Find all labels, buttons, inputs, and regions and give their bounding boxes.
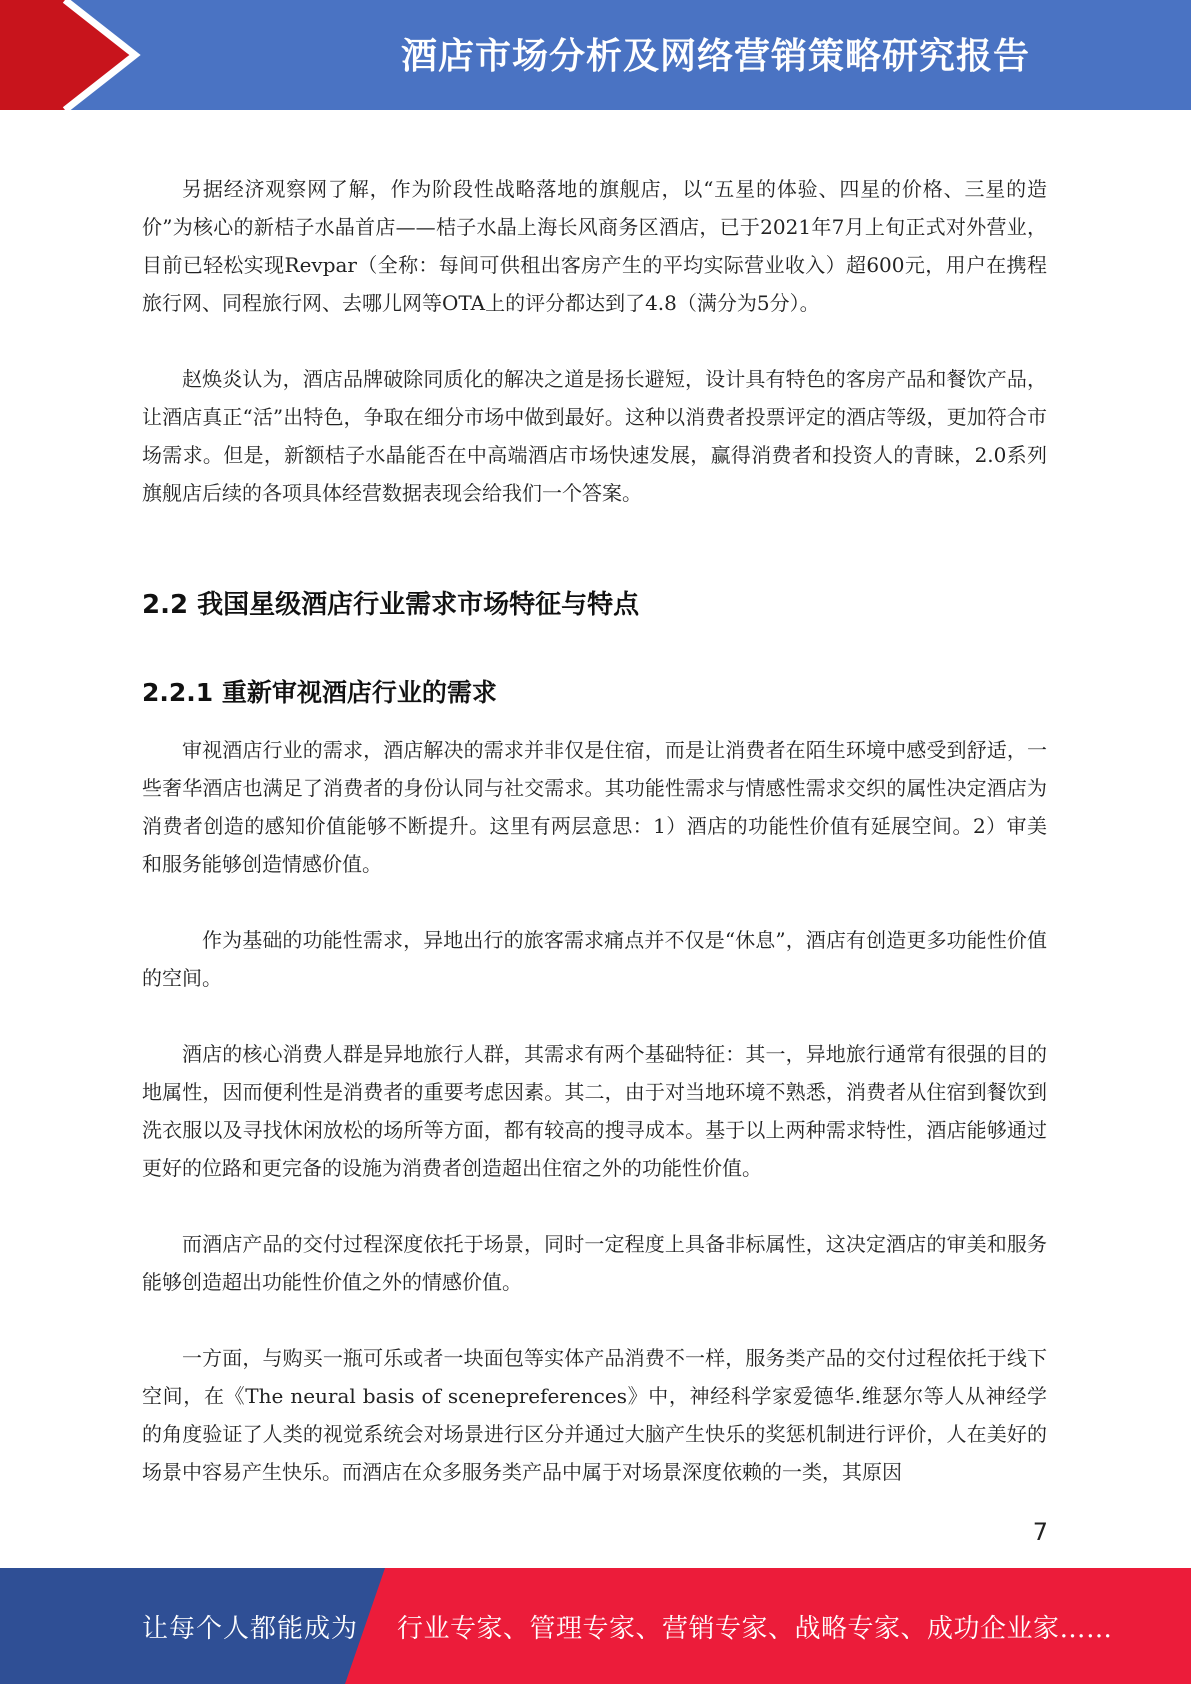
subsection-heading: 2.2.1 重新审视酒店行业的需求	[142, 678, 497, 707]
footer-slogan-right: 行业专家、管理专家、营销专家、战略专家、成功企业家……	[397, 1614, 1113, 1644]
paragraph: 酒店的核心消费人群是异地旅行人群，其需求有两个基础特征：其一，异地旅行通常有很强的目的地属性，因而便利性是消费者的重要考虑因素。其二，由于对当地环境不熟悉，消费者从住宿到餐饮到洗衣服以及寻找休闲放松的场所等方面，都有较高的搜寻成本。基于以上两种需求特性，酒店能够通过更好的位路和更完备的设施为消费者创造超出住宿之外的功能性价值。	[142, 1042, 1047, 1180]
paragraph: 而酒店产品的交付过程深度依托于场景，同时一定程度上具备非标属性，这决定酒店的审美和服务能够创造超出功能性价值之外的情感价值。	[142, 1232, 1047, 1294]
page-header	[0, 0, 1191, 110]
paragraph: 一方面，与购买一瓶可乐或者一块面包等实体产品消费不一样，服务类产品的交付过程依托于线下空间，在《The neural basis of scenepreferences》中，神经科学家爱德华.维瑟尔等人从神经学的角度验证了人类的视觉系统会对场景进行区分并通过大脑产生快乐的奖惩机制进行评价，人在美好的场景中容易产生快乐。而酒店在众多服务类产品中属于对场景深度依赖的一类，其原因	[142, 1346, 1047, 1484]
paragraph: 审视酒店行业的需求，酒店解决的需求并非仅是住宿，而是让消费者在陌生环境中感受到舒适，一些奢华酒店也满足了消费者的身份认同与社交需求。其功能性需求与情感性需求交织的属性决定酒店为消费者创造的感知价值能够不断提升。这里有两层意思：1）酒店的功能性价值有延展空间。2）审美和服务能够创造情感价值。	[142, 738, 1047, 876]
paragraph: 赵焕炎认为，酒店品牌破除同质化的解决之道是扬长避短，设计具有特色的客房产品和餐饮产品，让酒店真正“活”出特色，争取在细分市场中做到最好。这种以消费者投票评定的酒店等级，更加符合市场需求。但是，新额桔子水晶能否在中高端酒店市场快速发展，赢得消费者和投资人的青睐，2.0系列旗舰店后续的各项具体经营数据表现会给我们一个答案。	[142, 367, 1047, 505]
report-title: 酒店市场分析及网络营销策略研究报告	[400, 36, 1030, 77]
page-number: 7	[1032, 1518, 1048, 1546]
paragraph: 另据经济观察网了解，作为阶段性战略落地的旗舰店，以“五星的体验、四星的价格、三星的造价”为核心的新桔子水晶首店——桔子水晶上海长风商务区酒店，已于2021年7月上旬正式对外营业，目前已轻松实现Revpar（全称：每间可供租出客房产生的平均实际营业收入）超600元，用户在携程旅行网、同程旅行网、去哪儿网等OTA上的评分都达到了4.8（满分为5分）。	[142, 177, 1047, 315]
page-content	[142, 170, 1047, 1491]
paragraph: 作为基础的功能性需求，异地出行的旅客需求痛点并不仅是“休息”，酒店有创造更多功能性价值的空间。	[142, 928, 1047, 990]
footer-slogan-left: 让每个人都能成为	[142, 1614, 359, 1644]
page-footer	[0, 1568, 1191, 1684]
section-heading: 2.2 我国星级酒店行业需求市场特征与特点	[142, 590, 640, 620]
